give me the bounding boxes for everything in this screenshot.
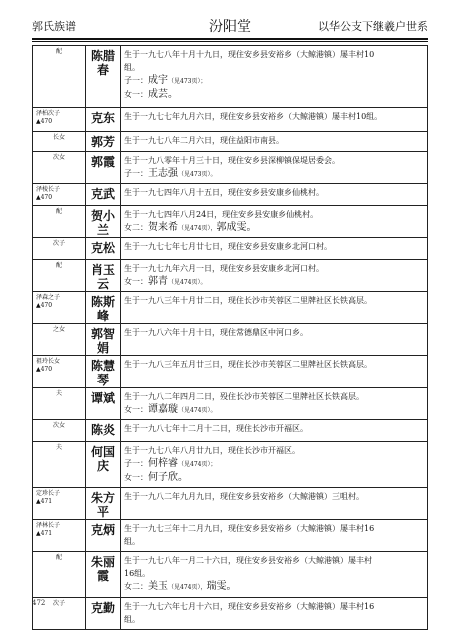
relation-label: 泽森之子 <box>36 294 61 301</box>
biography-text: 16组。 <box>124 569 151 578</box>
relation-label: 次女 <box>52 154 65 161</box>
relation-cell <box>33 152 86 184</box>
biography-text: 生于一九八三年十月廿二日，现住长沙市芙蓉区二里牌社区长铁高层。 <box>124 296 372 305</box>
genealogy-row <box>33 184 428 206</box>
biography-text: 生于一九八三年五月廿三日，现住长沙市芙蓉区二里牌社区长铁高层。 <box>124 360 372 369</box>
relation-cell <box>33 488 86 520</box>
biography-cell <box>121 552 428 598</box>
person-name: 谭斌 <box>86 388 121 420</box>
biography-cell <box>121 442 428 488</box>
child-name: 郭成雯。 <box>216 222 257 233</box>
biography-line <box>124 240 424 253</box>
relation-cell <box>33 442 86 488</box>
biography-cell <box>121 132 428 152</box>
biography-cell <box>121 108 428 132</box>
biography-line <box>124 600 424 613</box>
biography-text: 生于一九七八年一月二十六日，现住安乡县安裕乡（大鲸港镇）屡丰村 <box>124 556 372 565</box>
biography-cell <box>121 292 428 324</box>
biography-text: 女一： <box>124 405 148 414</box>
relation-cell <box>33 184 86 206</box>
biography-line <box>124 88 424 101</box>
biography-text: 生于一九八二年九月九日，现住安乡县安裕乡（大鲸港镇）三咀村。 <box>124 492 364 501</box>
genealogy-row <box>33 552 428 598</box>
person-name: 克炳 <box>86 520 121 552</box>
person-name: 克东 <box>86 108 121 132</box>
genealogy-row <box>33 356 428 388</box>
relation-label: 次子 <box>52 600 65 607</box>
biography-text: 生于一九七七年七月廿七日，现住安乡县安康乡北河口村。 <box>124 242 332 251</box>
person-name: 克勤 <box>86 598 121 630</box>
relation-label: 祖玲长女 <box>36 358 61 365</box>
child-name: 美玉 <box>148 581 168 592</box>
person-name: 朱方平 <box>86 488 121 520</box>
biography-text: 生于一九八六年十月十日，现住常德鼎区中河口乡。 <box>124 328 308 337</box>
page-header <box>32 18 428 38</box>
relation-label: 夫 <box>55 390 62 397</box>
biography-text: 组。 <box>124 63 140 72</box>
biography-line <box>124 110 424 123</box>
page-number: 472 <box>32 599 46 607</box>
biography-text: 组。 <box>124 615 140 624</box>
header-book-title: 郭氏族谱 <box>32 20 76 33</box>
biography-text: 子一： <box>124 459 148 468</box>
page-ref: （见474页）， <box>178 225 217 232</box>
biography-cell <box>121 238 428 260</box>
genealogy-row <box>33 206 428 238</box>
relation-cell <box>33 520 86 552</box>
person-name: 贺小兰 <box>86 206 121 238</box>
biography-cell <box>121 46 428 108</box>
relation-cell <box>33 46 86 108</box>
page-ref: （见473页）。 <box>178 171 217 178</box>
child-name: 贺来希 <box>148 222 178 233</box>
relation-label: 夫 <box>55 444 62 451</box>
relation-label: 配 <box>55 262 62 269</box>
genealogy-row <box>33 388 428 420</box>
relation-cell <box>33 388 86 420</box>
person-name: 肖玉云 <box>86 260 121 292</box>
genealogy-row <box>33 108 428 132</box>
header-branch-title: 以华公支下继羲户世系 <box>318 20 428 33</box>
page-ref: （见474页）。 <box>168 279 207 286</box>
relation-label: 之女 <box>52 326 65 333</box>
genealogy-row <box>33 324 428 356</box>
biography-line <box>124 444 424 457</box>
biography-text: 生于一九七七年九月六日，现住安乡县安裕乡（大鲸港镇）屡丰村10组。 <box>124 112 383 121</box>
genealogy-row <box>33 488 428 520</box>
biography-text: 生于一九八零年十月三十日，现住安乡县深柳镇保堤居委会。 <box>124 156 340 165</box>
parent-page-ref: ▲470 <box>36 118 53 125</box>
relation-label: 泽棱长子 <box>36 186 61 193</box>
person-name: 郭智娟 <box>86 324 121 356</box>
biography-cell <box>121 260 428 292</box>
relation-cell <box>33 292 86 324</box>
biography-cell <box>121 324 428 356</box>
child-name: 成芸。 <box>148 89 178 100</box>
genealogy-row <box>33 598 428 630</box>
biography-line <box>124 422 424 435</box>
biography-text: 女一： <box>124 473 148 482</box>
biography-line <box>124 554 424 567</box>
biography-text: 生于一九八二年四月二日，殁住长沙市芙蓉区二里牌社区长铁高层。 <box>124 392 364 401</box>
biography-text: 生于一九七八年十月十九日，现住安乡县安裕乡（大鲸港镇）屡丰村10 <box>124 50 375 59</box>
genealogy-row <box>33 442 428 488</box>
relation-cell <box>33 356 86 388</box>
biography-text: 生于一九七六年七月十六日，现住安乡县安裕乡（大鲸港镇）屡丰村16 <box>124 602 375 611</box>
relation-label: 次女 <box>52 422 65 429</box>
person-name: 陈斯峰 <box>86 292 121 324</box>
genealogy-row <box>33 260 428 292</box>
biography-line <box>124 167 424 181</box>
biography-text: 生于一九七三年十二月九日，现住安乡县安裕乡（大鲸港镇）屡丰村16 <box>124 524 375 533</box>
biography-text: 女一： <box>124 90 148 99</box>
biography-line <box>124 294 424 307</box>
page-ref: （见474页）； <box>178 461 217 468</box>
genealogy-row <box>33 292 428 324</box>
biography-line <box>124 522 424 535</box>
child-name: 何子欣。 <box>148 472 188 483</box>
parent-page-ref: ▲470 <box>36 194 53 201</box>
relation-cell <box>33 420 86 442</box>
relation-label: 定珍长子 <box>36 490 61 497</box>
relation-cell <box>33 324 86 356</box>
biography-line <box>124 154 424 167</box>
relation-cell <box>33 238 86 260</box>
biography-line <box>124 471 424 484</box>
relation-cell <box>33 260 86 292</box>
genealogy-row <box>33 420 428 442</box>
parent-page-ref: ▲470 <box>36 366 53 373</box>
relation-label: 配 <box>55 48 62 55</box>
biography-cell <box>121 488 428 520</box>
biography-cell <box>121 388 428 420</box>
biography-text: 子一： <box>124 169 148 178</box>
child-name: 郭青 <box>148 276 168 287</box>
biography-line <box>124 221 424 235</box>
biography-line <box>124 208 424 221</box>
biography-line <box>124 490 424 503</box>
header-hall-name: 汾阳堂 <box>209 19 251 35</box>
relation-cell <box>33 132 86 152</box>
person-name: 何国庆 <box>86 442 121 488</box>
person-name: 陈慧琴 <box>86 356 121 388</box>
relation-label: 长女 <box>52 134 65 141</box>
person-name: 克武 <box>86 184 121 206</box>
person-name: 克松 <box>86 238 121 260</box>
biography-text: 女二： <box>124 582 148 591</box>
biography-cell <box>121 152 428 184</box>
biography-line <box>124 61 424 74</box>
genealogy-row <box>33 520 428 552</box>
genealogy-row <box>33 132 428 152</box>
biography-text: 子一： <box>124 76 148 85</box>
biography-line <box>124 262 424 275</box>
relation-cell <box>33 206 86 238</box>
page-ref: （见473页）； <box>168 78 207 85</box>
biography-line <box>124 48 424 61</box>
biography-text: 生于一九七九年六月一日，现住安乡县安康乡北河口村。 <box>124 264 324 273</box>
biography-text: 生于一九七八年二月六日，现住益阳市南县。 <box>124 136 284 145</box>
biography-cell <box>121 184 428 206</box>
biography-line <box>124 567 424 580</box>
page-ref: （见474页）， <box>168 584 207 591</box>
person-name: 郭芳 <box>86 132 121 152</box>
biography-text: 生于一九七八年八月廿九日，现住长沙市开福区。 <box>124 446 300 455</box>
biography-line <box>124 74 424 88</box>
parent-page-ref: ▲470 <box>36 302 53 309</box>
biography-line <box>124 134 424 147</box>
page-ref: （见474页）。 <box>178 407 217 414</box>
child-name: 王志强 <box>148 168 178 179</box>
biography-line <box>124 580 424 594</box>
biography-cell <box>121 206 428 238</box>
biography-cell <box>121 356 428 388</box>
biography-line <box>124 457 424 471</box>
biography-line <box>124 535 424 548</box>
biography-line <box>124 390 424 403</box>
child-name: 何梓睿 <box>148 458 178 469</box>
parent-page-ref: ▲471 <box>36 530 53 537</box>
genealogy-row <box>33 238 428 260</box>
biography-text: 女一： <box>124 277 148 286</box>
genealogy-table <box>32 45 428 630</box>
biography-line <box>124 275 424 289</box>
biography-line <box>124 186 424 199</box>
genealogy-row <box>33 46 428 108</box>
relation-label: 次子 <box>52 240 65 247</box>
header-rule-thin <box>32 41 428 42</box>
biography-text: 生于一九八七年十二月十二日，现住长沙市开福区。 <box>124 424 308 433</box>
biography-cell <box>121 520 428 552</box>
biography-line <box>124 613 424 626</box>
parent-page-ref: ▲471 <box>36 498 53 505</box>
biography-text: 生于一九七四年八月十五日，现住安乡县安康乡仙桃村。 <box>124 188 324 197</box>
relation-label: 泽林长子 <box>36 522 61 529</box>
relation-cell <box>33 552 86 598</box>
biography-line <box>124 326 424 339</box>
person-name: 朱丽霞 <box>86 552 121 598</box>
child-name: 谭嘉璇 <box>148 404 178 415</box>
child-name: 成宇 <box>148 75 168 86</box>
relation-label: 配 <box>55 208 62 215</box>
header-rule-thick <box>32 38 428 40</box>
biography-text: 组。 <box>124 537 140 546</box>
person-name: 陈炎 <box>86 420 121 442</box>
biography-text: 生于一九七四年八月24日，现住安乡县安康乡仙桃村。 <box>124 210 319 219</box>
biography-text: 女二： <box>124 223 148 232</box>
relation-label: 配 <box>55 554 62 561</box>
genealogy-row <box>33 152 428 184</box>
biography-cell <box>121 598 428 630</box>
child-name: 瑞雯。 <box>206 581 237 592</box>
person-name: 郭霞 <box>86 152 121 184</box>
person-name: 陈腊春 <box>86 46 121 108</box>
relation-cell <box>33 108 86 132</box>
biography-cell <box>121 420 428 442</box>
biography-line <box>124 358 424 371</box>
relation-label: 泽柏次子 <box>36 110 61 117</box>
biography-line <box>124 403 424 417</box>
